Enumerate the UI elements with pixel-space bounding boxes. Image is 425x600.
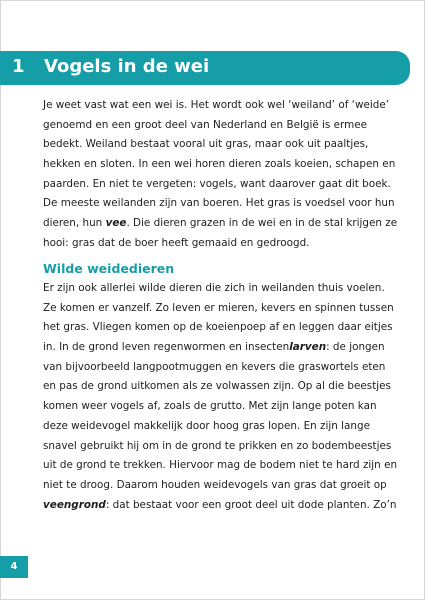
text-line: [43, 496, 395, 516]
chapter-number: 1: [12, 56, 25, 77]
text-line: Je weet vast wat een wei is. Het wordt ook wel ‘weiland’ of ‘weide’: [43, 99, 390, 111]
text-line: bedekt. Weiland bestaat vooral uit gras, maar ook uit paaltjes,: [43, 138, 369, 151]
chapter-header-bar: [0, 51, 410, 85]
text-line: paarden. En niet te vergeten: vogels, want daarover gaat dit boek.: [43, 177, 391, 190]
text-line: uit de grond te trekken. Hiervoor mag de bodem niet te hard zijn en: [43, 459, 398, 472]
text-line: genoemd en een groot deel van Nederland en België is ermee: [43, 118, 368, 131]
text-line: en pas de grond uitkomen als ze volwassen zijn. Op al die beestjes: [43, 380, 391, 393]
text-line: De meeste weilanden zijn van boeren. Het gras is voedsel voor hun: [43, 197, 395, 210]
emphasized-term: larven: [289, 341, 327, 354]
section-heading: Wilde weidedieren: [43, 261, 175, 276]
chapter-title: Vogels in de wei: [44, 56, 210, 77]
text-segment: dieren, hun: [43, 217, 106, 230]
text-line: snavel gebruikt hij om in de grond te prikken en zo bodembeestjes: [43, 439, 392, 452]
text-line: Ze komen er vanzelf. Zo leven er mieren, kevers en spinnen tussen: [43, 301, 394, 314]
text-line: van bijvoorbeeld langpootmuggen en kevers die graswortels eten: [43, 360, 386, 373]
text-segment: in. In de grond leven regenwormen en insecten: [43, 341, 290, 354]
text-segment: . Die dieren grazen in de wei en in de stal krijgen ze: [126, 217, 398, 230]
text-line: [43, 214, 398, 234]
text-line: hooi: gras dat de boer heeft gemaaid en gedroogd.: [43, 236, 310, 249]
emphasized-term: vee: [105, 217, 127, 230]
intro-paragraph: [43, 96, 398, 254]
text-line: niet te droog. Daarom houden weidevogels van gras dat groeit op: [43, 478, 387, 491]
emphasized-term: veengrond: [43, 498, 106, 511]
text-segment: : de jongen: [326, 341, 385, 354]
text-segment: : dat bestaat voor een groot deel uit dode planten. Zo’n: [105, 498, 397, 511]
page-number: 4: [0, 556, 28, 578]
section-paragraph: [43, 279, 398, 515]
text-line: het gras. Vliegen komen op de koeienpoep af en leggen daar eitjes: [43, 321, 393, 334]
text-line: deze weidevogel makkelijk door hoog gras lopen. En zijn lange: [43, 419, 370, 432]
text-line: Er zijn ook allerlei wilde dieren die zich in weilanden thuis voelen.: [43, 282, 385, 294]
text-line: komen weer vogels af, zoals de grutto. Met zijn lange poten kan: [43, 400, 377, 413]
text-line: hekken en sloten. In een wei horen dieren zoals koeien, schapen en: [43, 158, 396, 171]
text-line: [43, 338, 395, 358]
